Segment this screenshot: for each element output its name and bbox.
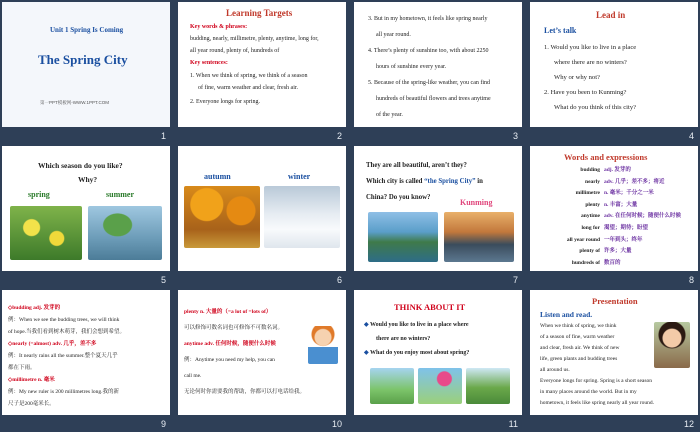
word-definition: adj. 发芽的 — [604, 167, 631, 173]
slide-7-kunming-label: Kunming — [460, 198, 493, 207]
slide-9-a1: ◇budding adj. 发芽的 — [8, 305, 61, 311]
slide-10-a4: 例：Anytime you need my help, you can — [184, 357, 275, 363]
word-term: all year round — [566, 236, 600, 243]
spring-field-image — [466, 368, 510, 404]
slide-2-heading: Learning Targets — [226, 8, 293, 18]
slide-number: 2 — [336, 131, 342, 141]
slide-10-a3: anytime adv. 任何时候，随便什么时候 — [184, 341, 276, 347]
slide-9-canvas — [2, 290, 170, 415]
slide-11-q1b: there are no winters? — [376, 336, 431, 342]
slide-12-sub: Listen and read. — [540, 310, 593, 319]
slide-3-canvas — [354, 2, 522, 127]
word-definition: n. 丰富；大量 — [604, 201, 638, 208]
slide-12-p2: of a season of fine, warm weather — [540, 334, 615, 340]
slide-thumbnail-11[interactable] — [352, 288, 524, 428]
slide-8-heading: Words and expressions — [564, 152, 648, 162]
slide-4-sub: Let’s talk — [544, 26, 577, 35]
slide-9-a2: 例：When we see the budding trees, we will think — [8, 317, 120, 323]
slide-6-canvas — [178, 146, 346, 271]
word-definition: n. 毫米；千分之一米 — [604, 190, 654, 197]
word-term: plenty — [585, 201, 600, 208]
slide-3-l2b: hours of sunshine every year. — [376, 64, 447, 70]
summer-pond-image — [88, 206, 162, 260]
slide-thumbnail-3[interactable] — [352, 0, 524, 140]
word-term: anytime — [581, 213, 600, 220]
word-definition: adv. 几乎；差不多；将近 — [604, 178, 665, 185]
slide-10-canvas — [178, 290, 346, 415]
kunming-sunset-image — [444, 212, 514, 262]
word-term: millimetre — [575, 190, 600, 197]
slide-3-l3c: of the year. — [376, 112, 403, 118]
slide-9-a3: of hope.当我们看到树木萌芽，我们会想到希望。 — [8, 329, 126, 335]
slide-4-q1c: Why or why not? — [554, 74, 600, 81]
slide-2-s1: 1. When we think of spring, we think of a season — [190, 73, 308, 79]
slide-3-l1b: all year round. — [376, 32, 411, 38]
word-term: nearly — [585, 178, 600, 185]
slide-8-canvas — [530, 146, 698, 271]
word-term: plenty of — [579, 248, 600, 255]
slide-number: 5 — [160, 275, 166, 285]
slide-number: 10 — [331, 419, 342, 429]
slide-6-winter-label: winter — [288, 172, 311, 181]
slide-1-title: The Spring City — [38, 52, 128, 67]
slide-thumbnail-5[interactable] — [0, 144, 172, 284]
slide-3-l3: 5. Because of the spring-like weather, you can find — [368, 80, 491, 86]
slide-2-s2: 2. Everyone longs for spring. — [190, 99, 260, 105]
slide-thumbnail-10[interactable] — [176, 288, 348, 428]
slide-4-q1b: where there are no winters? — [554, 59, 627, 66]
word-term: budding — [580, 167, 600, 173]
slide-12-p5: all around us. — [540, 367, 570, 373]
slide-2-kw1: budding, nearly, millimetre, plenty, anytime, long for, — [190, 36, 319, 42]
slide-thumbnail-7[interactable] — [352, 144, 524, 284]
slide-1-footer: 第一PPT模板网-WWW.1PPT.COM — [40, 100, 109, 105]
slide-5-why: Why? — [78, 175, 98, 184]
word-definition: 渴望；期待；盼望 — [604, 225, 649, 231]
slide-3-l2: 4. There’s plenty of sunshine too, with about 2250 — [368, 48, 489, 54]
slide-number: 6 — [336, 275, 342, 285]
slide-11-heading: THINK ABOUT IT — [394, 302, 466, 312]
slide-4-q2: 2. Have you been to Kunming? — [544, 89, 627, 96]
kunming-lake-image — [368, 212, 438, 262]
slide-number: 7 — [512, 275, 518, 285]
word-term: hundreds of — [571, 259, 600, 266]
word-term: long for — [581, 225, 600, 231]
slide-3-l1: 3. But in my hometown, it feels like spring nearly — [368, 16, 488, 22]
spring-flowers-image — [10, 206, 82, 260]
slide-number: 3 — [512, 131, 518, 141]
cartoon-girl-illustration — [308, 326, 338, 364]
slide-12-canvas — [530, 290, 698, 415]
word-definition: adv. 在任何时候；随便什么时候 — [604, 213, 682, 220]
slide-thumbnail-12[interactable] — [528, 288, 700, 428]
bullet-icon: ◆ — [364, 322, 371, 328]
slide-thumbnail-1[interactable] — [0, 0, 172, 140]
slide-10-a5: call me. — [184, 373, 202, 379]
slide-2-ks-label: Key sentences: — [190, 60, 228, 66]
slide-12-p8: hometown, it feels like spring nearly all year round. — [540, 400, 654, 406]
slide-1-unit: Unit 1 Spring Is Coming — [50, 26, 124, 34]
slide-2-kw2: all year round, plenty of, hundreds of — [190, 48, 280, 54]
winter-snow-image — [264, 186, 340, 248]
slide-12-p6: Everyone longs for spring. Spring is a short season — [540, 378, 652, 384]
slide-9-a9: 尺子是200毫米长。 — [8, 401, 55, 407]
slide-5-spring-label: spring — [28, 190, 50, 199]
slide-thumbnail-2[interactable] — [176, 0, 348, 140]
slide-3-l3b: hundreds of beautiful flowers and trees anytime — [376, 96, 491, 102]
slide-10-a1: plenty n. 大量的（=a lot of =lots of） — [184, 309, 272, 315]
student-photo — [654, 322, 690, 368]
slide-11-q1: ◆ Would you like to live in a place where — [364, 322, 469, 328]
slide-10-a2: 可以修饰可数名词也可修饰不可数名词。 — [184, 325, 284, 331]
slide-number: 11 — [508, 419, 518, 429]
slide-7-l1: They are all beautiful, aren’t they? — [366, 162, 467, 169]
slide-7-canvas — [354, 146, 522, 271]
slide-12-p1: When we think of spring, we think — [540, 323, 617, 329]
slide-number: 4 — [688, 131, 694, 141]
spring-park-image — [370, 368, 414, 404]
slide-number: 12 — [683, 419, 694, 429]
slide-9-a7: ◇millimetre n. 毫米 — [8, 377, 55, 383]
slide-7-l3: China? Do you know? — [366, 194, 431, 201]
slide-12-heading: Presentation — [592, 296, 638, 306]
word-definition: 许多；大量 — [604, 248, 632, 255]
slide-9-a8: 例：My new ruler is 200 millimetres long.我的新 — [8, 389, 120, 395]
slide-1-canvas — [2, 2, 170, 127]
slide-number: 8 — [688, 275, 694, 285]
slide-12-p3: and clear, fresh air. We think of new — [540, 345, 620, 351]
slide-thumbnail-8[interactable] — [528, 144, 700, 284]
slide-6-autumn-label: autumn — [204, 172, 231, 181]
slide-4-canvas — [530, 2, 698, 127]
slide-thumbnail-6[interactable] — [176, 144, 348, 284]
slide-12-p7: in many places around the world. But in my — [540, 389, 637, 395]
slide-4-q2b: What do you think of this city? — [554, 104, 637, 111]
slide-5-canvas — [2, 146, 170, 271]
slide-thumbnail-4[interactable] — [528, 0, 700, 140]
bullet-icon: ◆ — [364, 350, 371, 356]
slide-11-q2: ◆ What do you enjoy most about spring? — [364, 350, 470, 356]
slide-9-a5: 例：It nearly rains all the summer.整个夏天几乎 — [8, 353, 118, 359]
autumn-trees-image — [184, 186, 260, 248]
word-definition: 数百的 — [604, 259, 621, 266]
slide-11-canvas — [354, 290, 522, 415]
slide-4-q1: 1. Would you like to live in a place — [544, 44, 637, 51]
slide-2-kw-label: Key words & phrases: — [190, 24, 248, 30]
slide-number: 1 — [160, 131, 166, 141]
slide-thumbnail-9[interactable] — [0, 288, 172, 428]
slide-5-question: Which season do you like? — [38, 161, 123, 170]
kite-image — [418, 368, 462, 404]
slide-5-summer-label: summer — [106, 190, 134, 199]
slide-2-canvas — [178, 2, 346, 127]
slide-4-heading: Lead in — [596, 10, 626, 20]
slide-10-a6: 无论何时你需要我的帮助，你都可以打电话给我。 — [184, 389, 306, 395]
slide-9-a6: 都在下雨。 — [8, 365, 36, 371]
slide-number: 9 — [160, 419, 166, 429]
slide-12-p4: life, green plants and budding trees — [540, 356, 618, 362]
slide-7-l2: Which city is called “the Spring City” in — [366, 178, 483, 185]
word-definition: 一年到头；终年 — [604, 236, 643, 243]
slide-9-a4: ◇nearly (=almost) adv. 几乎，差不多 — [8, 341, 97, 347]
slide-2-s1b: of fine, warm weather and clear, fresh air. — [198, 85, 299, 91]
